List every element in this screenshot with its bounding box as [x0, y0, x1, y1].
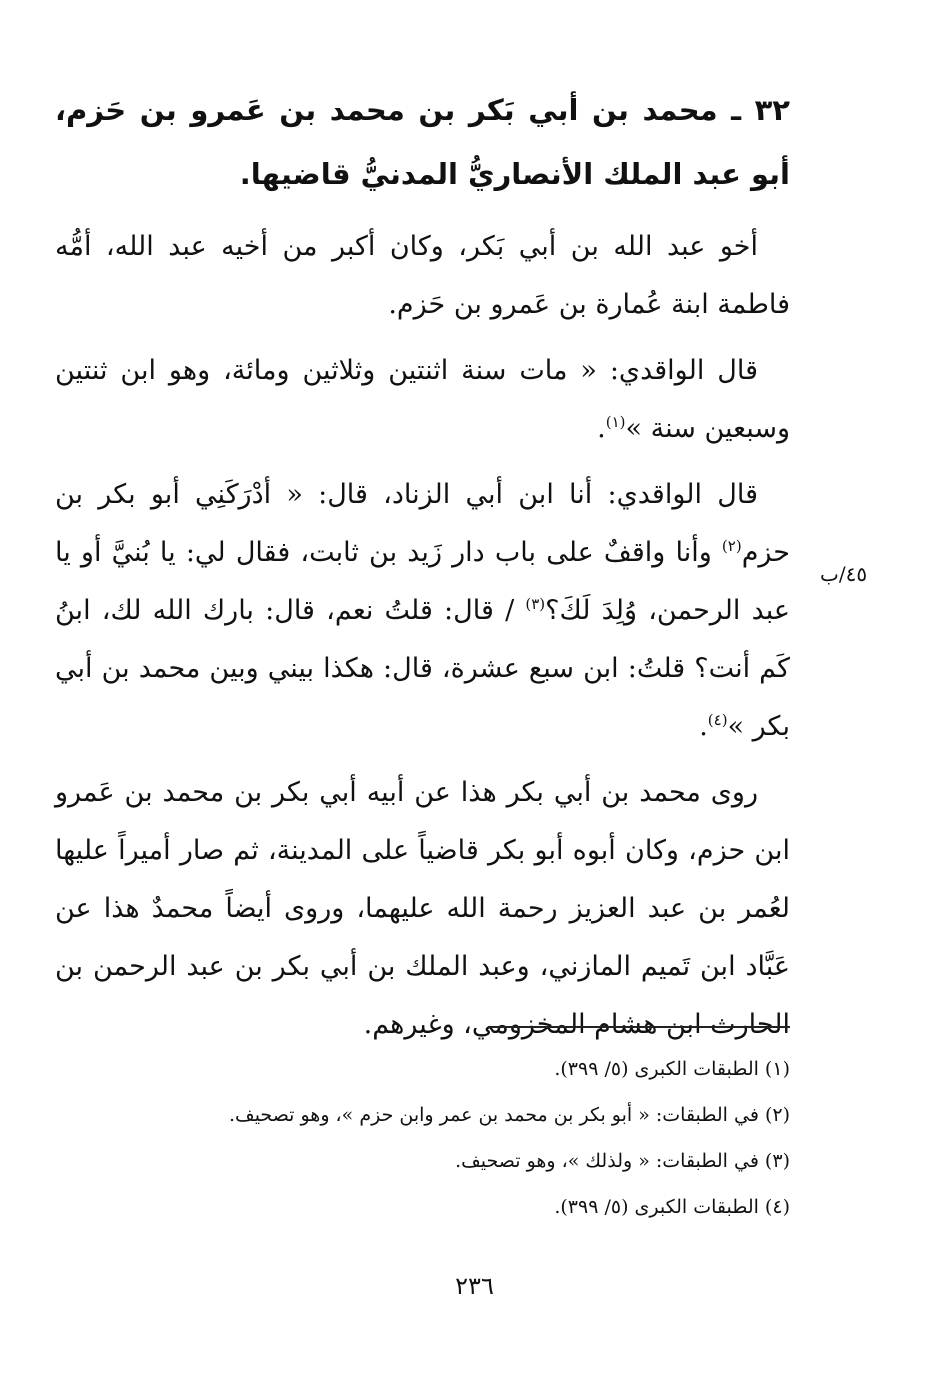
footnote-mark-1: (١): [605, 413, 626, 431]
entry-heading: ٣٢ ـ محمد بن أبي بَكر بن محمد بن عَمرو بن حَزم، أبو عبد الملك الأنصاريُّ المدنيُّ قاضيها.: [55, 93, 790, 191]
footnote-mark-4: (٤): [707, 711, 728, 729]
paragraph-3: [55, 466, 790, 756]
paragraph-3-text-c: / قال: قلتُ نعم، قال: بارك الله لك، ابنُ كَم أنت؟ قلتُ: ابن سبع عشرة، قال: هكذا بيني وبين محمد بن أبي بكر »: [55, 595, 790, 742]
period: .: [699, 711, 708, 742]
main-text: [55, 78, 790, 1062]
page-number: ٢٣٦: [455, 1272, 494, 1300]
period: .: [597, 413, 606, 444]
paragraph-3-text-a: قال الواقدي: أنا ابن أبي الزناد، قال: « أدْرَكَنِي أبو بكر بن حزم: [55, 479, 790, 568]
paragraph-4: روى محمد بن أبي بكر هذا عن أبيه أبي بكر بن محمد بن عَمرو ابن حزم، وكان أبوه أبو بكر قاضياً على المدينة، ثم صار أميراً عليها لعُمر بن عبد العزيز رحمة الله عليهما، وروى أيضاً محمدٌ هذا عن عَبَّاد ابن تَميم المازني، وعبد الملك بن أبي بكر بن عبد الرحمن بن الحارث ابن هشام المخزومي، وغيرهم.: [55, 777, 790, 1040]
paragraph-3-text-b: وأنا واقفٌ على باب دار زَيد بن ثابت، فقال لي: يا بُنيَّ أو يا عبد الرحمن، وُلِدَ لَكَ؟: [55, 537, 791, 626]
manuscript-folio-note: ٤٥/ب: [820, 562, 868, 586]
paragraph-2: [55, 342, 790, 458]
footnote-1: (١) الطبقات الكبرى (٥/ ٣٩٩).: [554, 1058, 790, 1080]
footnote-mark-3: (٣): [525, 595, 546, 613]
footnote-divider: [488, 1026, 790, 1028]
footnote-2: (٢) في الطبقات: « أبو بكر بن محمد بن عمر وابن حزم »، وهو تصحيف.: [228, 1104, 790, 1126]
footnotes: [55, 1046, 790, 1230]
paragraph-2-text: قال الواقدي: « مات سنة اثنتين وثلاثين ومائة، وهو ابن ثنتين وسبعين سنة »: [55, 355, 790, 444]
paragraph-1: أخو عبد الله بن أبي بَكر، وكان أكبر من أخيه عبد الله، أمُّه فاطمة ابنة عُمارة بن عَمرو بن حَزم.: [55, 231, 790, 320]
footnote-4: (٤) الطبقات الكبرى (٥/ ٣٩٩).: [554, 1196, 790, 1218]
footnote-3: (٣) في الطبقات: « ولذلك »، وهو تصحيف.: [455, 1150, 790, 1172]
footnote-mark-2: (٢): [721, 537, 742, 555]
